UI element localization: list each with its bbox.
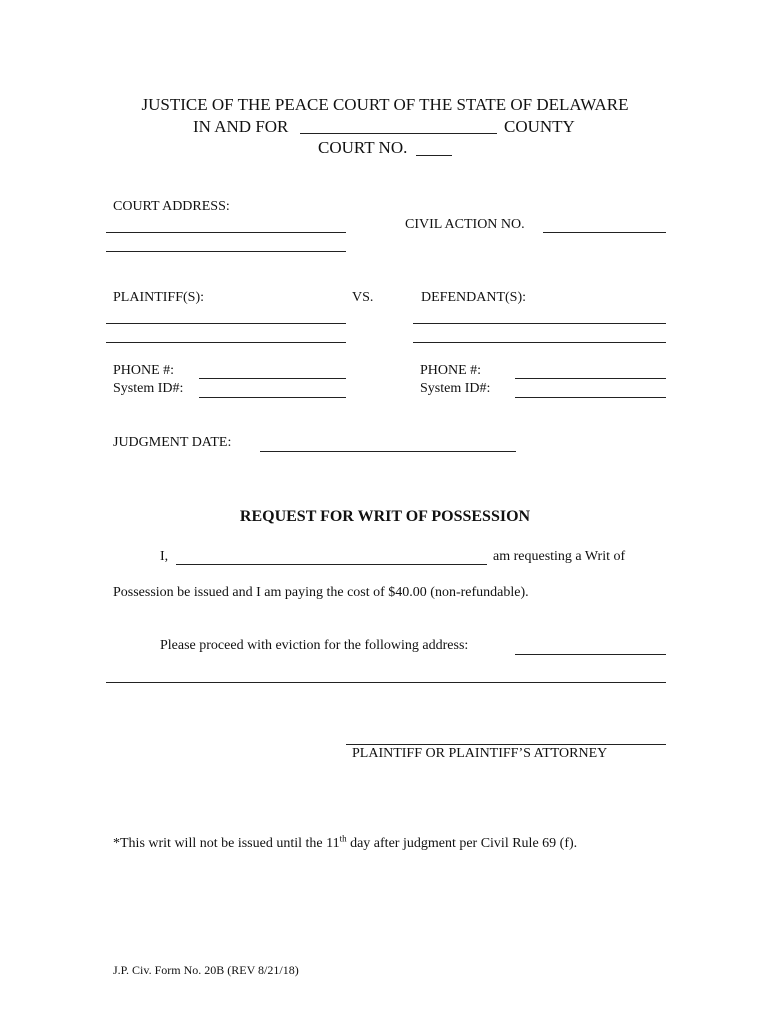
defendant-system-id-input-line[interactable] [515, 397, 666, 398]
court-header-line-1: JUSTICE OF THE PEACE COURT OF THE STATE OF DELAWARE [141, 95, 629, 114]
civil-action-input-line[interactable] [543, 232, 666, 233]
judgment-date-input-line[interactable] [260, 451, 516, 452]
plaintiff-system-id-input-line[interactable] [199, 397, 346, 398]
civil-action-label: CIVIL ACTION NO. [405, 217, 525, 232]
note-text-suffix: day after judgment per Civil Rule 69 (f). [346, 836, 578, 851]
signature-input-line[interactable] [346, 744, 666, 745]
note-text-prefix: *This writ will not be issued until the 11 [113, 836, 340, 851]
court-address-line-2[interactable] [106, 251, 346, 252]
issuance-note [113, 833, 578, 852]
defendant-line-1[interactable] [413, 323, 666, 324]
requester-prefix: I, [160, 549, 169, 564]
plaintiff-system-id-label: System ID#: [113, 381, 184, 396]
judgment-date-label: JUDGMENT DATE: [113, 435, 232, 450]
defendant-phone-input-line[interactable] [515, 378, 666, 379]
defendant-phone-label: PHONE #: [420, 363, 482, 378]
plaintiff-line-1[interactable] [106, 323, 346, 324]
address-prompt: Please proceed with eviction for the following address: [160, 638, 469, 653]
request-title: REQUEST FOR WRIT OF POSSESSION [239, 508, 531, 525]
requester-suffix: am requesting a Writ of [493, 549, 626, 564]
defendant-line-2[interactable] [413, 342, 666, 343]
court-number-label: COURT NO. [318, 138, 408, 157]
defendants-label: DEFENDANT(S): [421, 290, 526, 305]
plaintiff-phone-input-line[interactable] [199, 378, 346, 379]
eviction-address-line-1[interactable] [515, 654, 666, 655]
court-address-line-1[interactable] [106, 232, 346, 233]
plaintiffs-label: PLAINTIFF(S): [113, 290, 205, 305]
plaintiff-phone-label: PHONE #: [113, 363, 175, 378]
signature-label: PLAINTIFF OR PLAINTIFF’S ATTORNEY [352, 746, 608, 761]
county-label: COUNTY [504, 117, 575, 136]
county-input-line[interactable] [300, 133, 497, 134]
defendant-system-id-label: System ID#: [420, 381, 491, 396]
in-and-for-label: IN AND FOR [193, 117, 289, 136]
form-number: J.P. Civ. Form No. 20B (REV 8/21/18) [113, 963, 299, 977]
eviction-address-line-2[interactable] [106, 682, 666, 683]
court-number-input-line[interactable] [416, 155, 452, 156]
vs-label: VS. [352, 290, 374, 305]
court-address-label: COURT ADDRESS: [113, 199, 230, 214]
note-superscript: th [339, 833, 347, 844]
plaintiff-line-2[interactable] [106, 342, 346, 343]
request-statement: Possession be issued and I am paying the cost of $40.00 (non-refundable). [113, 585, 529, 600]
requester-name-input-line[interactable] [176, 564, 487, 565]
